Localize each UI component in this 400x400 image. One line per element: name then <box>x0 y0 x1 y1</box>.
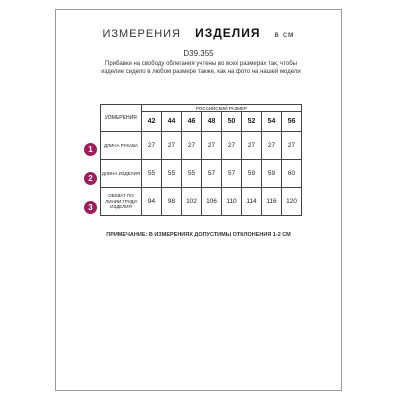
title-word-2: ИЗДЕЛИЯ <box>195 26 261 40</box>
title-unit: в см <box>274 30 295 39</box>
table-row <box>101 132 302 160</box>
russian-size-header: РОССИЙСКИЙ РАЗМЕР <box>142 105 302 112</box>
marker-badge-1: 1 <box>84 143 97 156</box>
measurements-header: ИЗМЕРЕНИЯ <box>101 105 142 132</box>
title-word-1: ИЗМЕРЕНИЯ <box>102 28 182 40</box>
size-header: 56 <box>282 112 302 132</box>
table-cell: 27 <box>202 132 222 160</box>
table-cell: 27 <box>182 132 202 160</box>
row-label-garment-length: ДЛИНА ИЗДЕЛИЯ <box>101 160 142 188</box>
table-cell: 27 <box>262 132 282 160</box>
size-table <box>100 104 302 216</box>
table-cell: 57 <box>222 160 242 188</box>
size-chart-sheet <box>55 9 342 391</box>
table-cell: 55 <box>162 160 182 188</box>
table-cell: 27 <box>162 132 182 160</box>
table-row <box>101 188 302 216</box>
row-label-chest-girth: ОБХВАТ ПО ЛИНИИ ГРУДИ ИЗДЕЛИЯ <box>101 188 142 216</box>
marker-badge-2: 2 <box>84 172 97 185</box>
table-cell: 94 <box>142 188 162 216</box>
table-row <box>101 160 302 188</box>
size-header: 48 <box>202 112 222 132</box>
table-cell: 59 <box>242 160 262 188</box>
table-cell: 114 <box>242 188 262 216</box>
table-cell: 102 <box>182 188 202 216</box>
table-cell: 55 <box>182 160 202 188</box>
size-header: 52 <box>242 112 262 132</box>
size-header: 42 <box>142 112 162 132</box>
table-cell: 27 <box>282 132 302 160</box>
size-header: 44 <box>162 112 182 132</box>
table-cell: 27 <box>242 132 262 160</box>
fit-note: Прибавки на свободу облегания учтены во всех размерах так, чтобы изделие сидело в любом размере также, как на фото на нашей модели <box>101 61 301 75</box>
table-cell: 120 <box>282 188 302 216</box>
table-cell: 110 <box>222 188 242 216</box>
table-cell: 98 <box>162 188 182 216</box>
table-cell: 57 <box>202 160 222 188</box>
table-cell: 106 <box>202 188 222 216</box>
table-cell: 116 <box>262 188 282 216</box>
table-cell: 27 <box>222 132 242 160</box>
table-cell: 27 <box>142 132 162 160</box>
article-number: D39.355 <box>183 49 214 58</box>
table-cell: 60 <box>282 160 302 188</box>
tolerance-footnote: ПРИМЕЧАНИЕ: В ИЗМЕРЕНИЯХ ДОПУСТИМЫ ОТКЛОНЕНИЯ 1-2 СМ <box>106 232 291 238</box>
size-header: 54 <box>262 112 282 132</box>
size-header: 50 <box>222 112 242 132</box>
marker-badge-3: 3 <box>84 201 97 214</box>
page-title <box>56 26 341 40</box>
size-header: 46 <box>182 112 202 132</box>
row-label-sleeve-length: ДЛИНА РУКАВА <box>101 132 142 160</box>
table-cell: 55 <box>142 160 162 188</box>
table-cell: 59 <box>262 160 282 188</box>
